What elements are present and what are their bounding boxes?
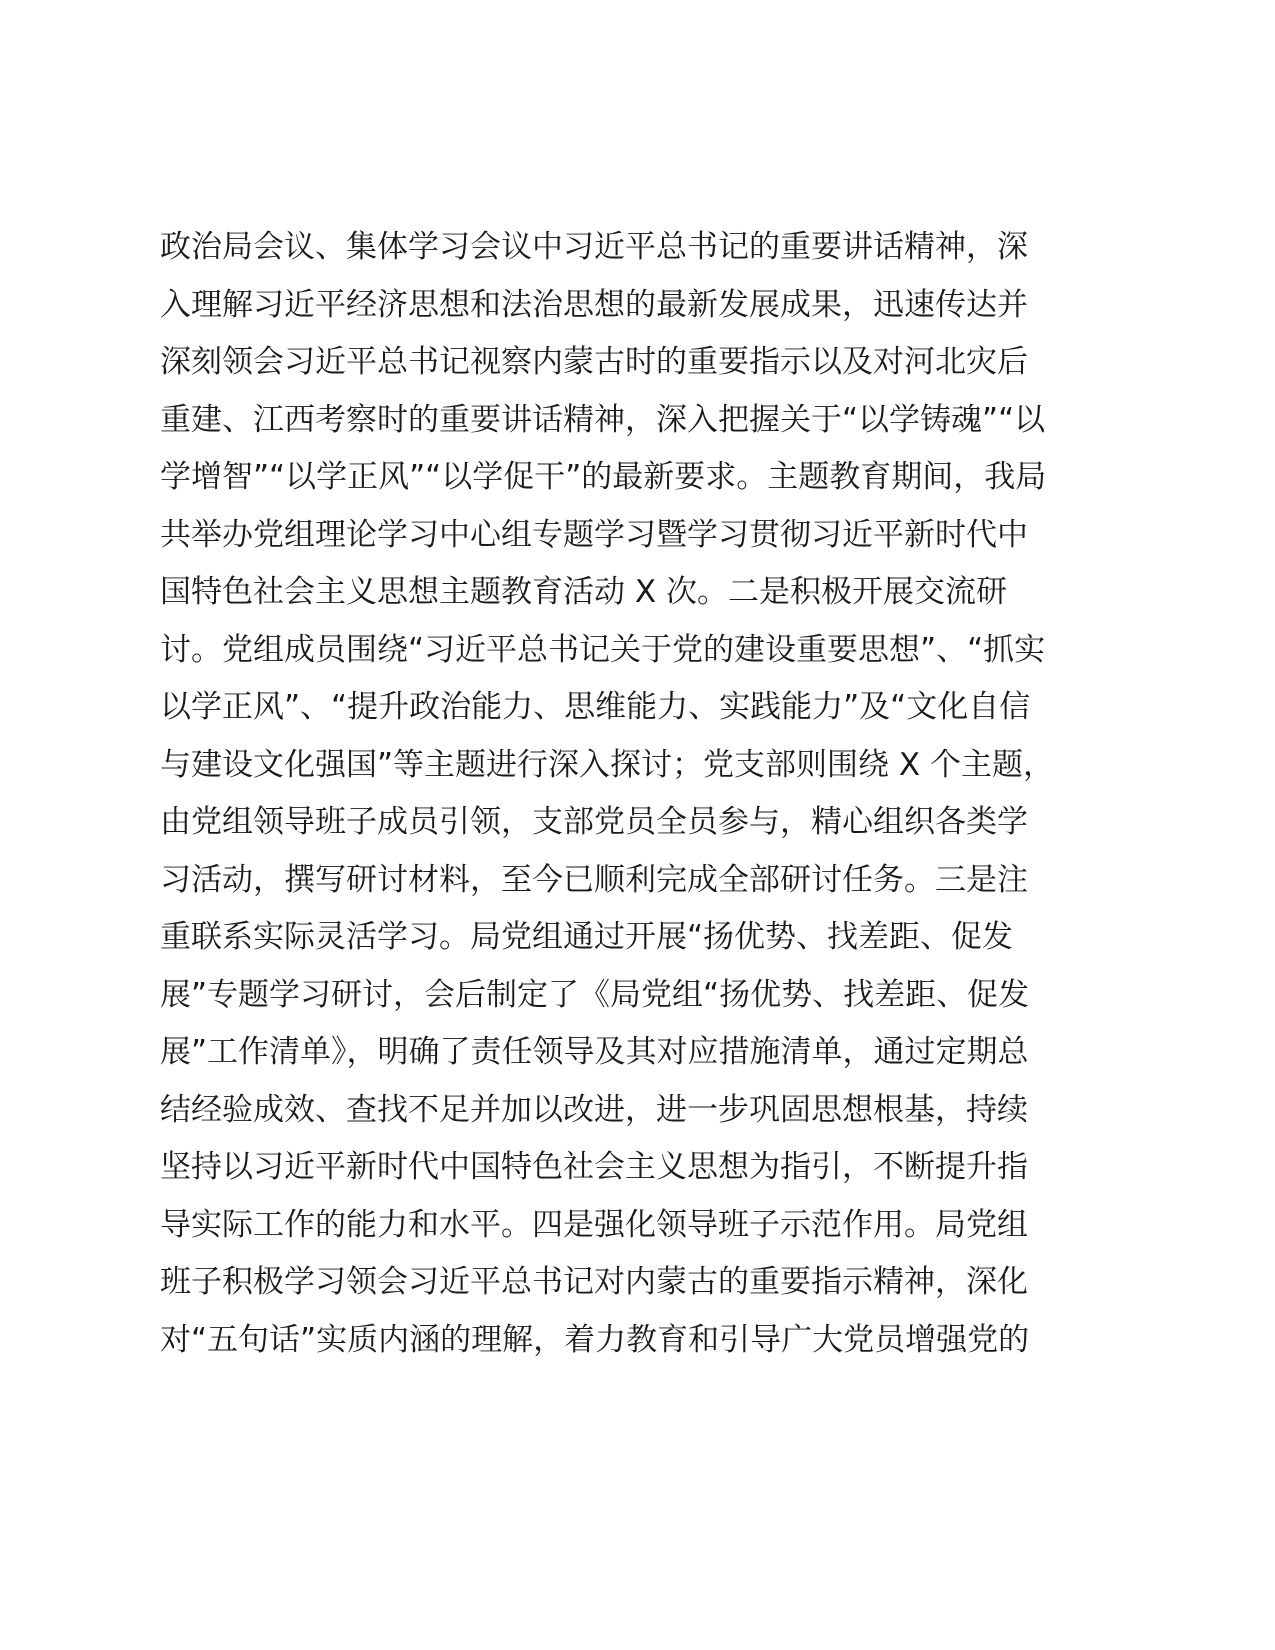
text-line-11: 由党组领导班子成员引领，支部党员全员参与，精心组织各类学 [160, 804, 1028, 840]
text-line-15: 展”工作清单》，明确了责任领导及其对应措施清单，通过定期总 [160, 1034, 1029, 1070]
body-paragraph [160, 219, 1070, 1369]
text-line-20: 对“五句话”实质内涵的理解，着力教育和引导广大党员增强党的 [160, 1321, 1030, 1358]
text-line-3: 深刻领会习近平总书记视察内蒙古时的重要指示以及对河北灾后 [160, 344, 1028, 380]
text-line-7: 国特色社会主义思想主题教育活动 X 次。二是积极开展交流研 [160, 574, 1007, 610]
text-line-14: 展”专题学习研讨，会后制定了《局党组“扬优势、找差距、促发 [160, 976, 1030, 1013]
text-line-18: 导实际工作的能力和水平。四是强化领导班子示范作用。局党组 [160, 1206, 1028, 1243]
text-line-19: 班子积极学习领会习近平总书记对内蒙古的重要指示精神，深化 [160, 1264, 1028, 1300]
text-line-6: 共举办党组理论学习中心组专题学习暨学习贯彻习近平新时代中 [160, 516, 1028, 553]
text-line-13: 重联系实际灵活学习。局党组通过开展“扬优势、找差距、促发 [160, 919, 1014, 955]
text-line-4: 重建、江西考察时的重要讲话精神，深入把握关于“以学铸魂”“以 [160, 401, 1046, 438]
text-line-12: 习活动，撰写研讨材料，至今已顺利完成全部研讨任务。三是注 [160, 861, 1028, 898]
text-line-5: 学增智”“以学正风”“以学促干”的最新要求。主题教育期间，我局 [160, 459, 1047, 495]
text-line-16: 结经验成效、查找不足并加以改进，进一步巩固思想根基，持续 [160, 1091, 1028, 1128]
text-line-8: 讨。党组成员围绕“习近平总书记关于党的建设重要思想”、“抓实 [160, 631, 1046, 668]
text-line-17: 坚持以习近平新时代中国特色社会主义思想为指引，不断提升指 [160, 1149, 1028, 1185]
text-line-9: 以学正风”、“提升政治能力、思维能力、实践能力”及“文化自信 [160, 689, 1031, 725]
text-line-2: 入理解习近平经济思想和法治思想的最新发展成果，迅速传达并 [160, 286, 1028, 323]
text-line-10: 与建设文化强国”等主题进行深入探讨；党支部则围绕 X 个主题， [160, 746, 1055, 783]
text-line-1: 政治局会议、集体学习会议中习近平总书记的重要讲话精神，深 [160, 229, 1028, 265]
